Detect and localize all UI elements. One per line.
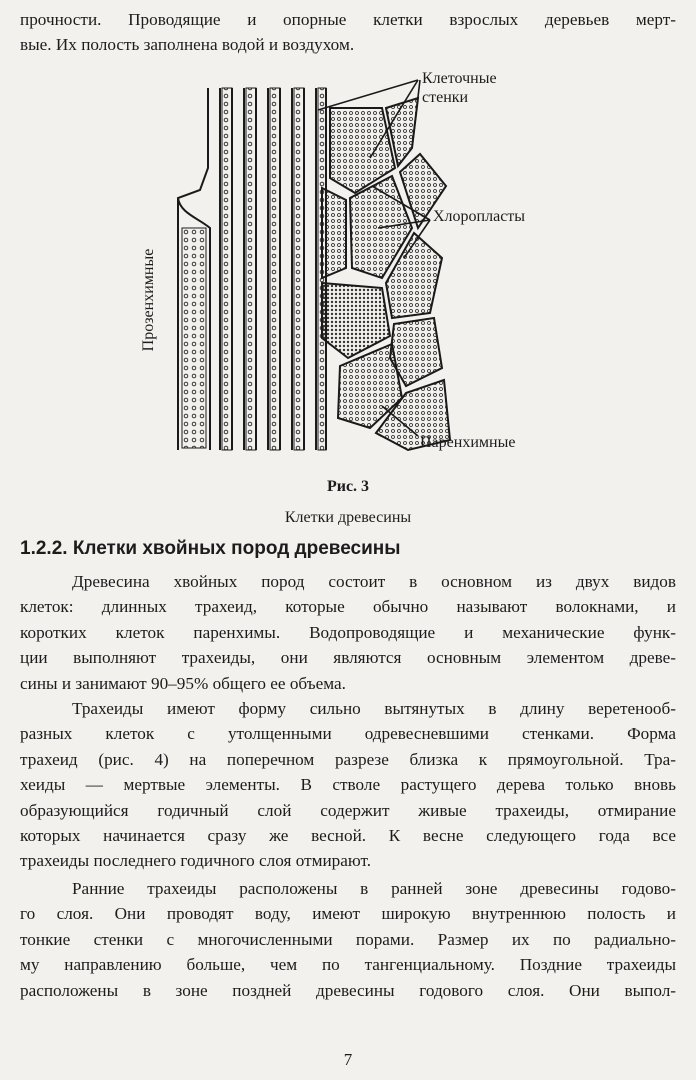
text-line: Древесина хвойных пород состоит в основном из двух видов	[72, 572, 676, 591]
text-line: Ранние трахеиды расположены в ранней зоне древесины годово-	[72, 879, 676, 898]
prosenchyma-cells	[178, 88, 326, 450]
text-line: тонкие стенки с многочисленными порами. Размер их по радиально-	[20, 929, 676, 949]
wood-cells-illustration	[150, 68, 570, 468]
parenchyma-cells	[322, 98, 450, 450]
label-prosenchyma: Прозенхимные	[140, 248, 157, 352]
text-line: сины и занимают 90–95% общего ее объема.	[20, 673, 346, 693]
text-line: трахеид (рис. 4) на поперечном разрезе близка к прямоугольной. Тра-	[20, 749, 676, 769]
section-heading: 1.2.2. Клетки хвойных пород древесины	[20, 538, 401, 559]
text-line: трахеиды последнего годичного слоя отмирают.	[20, 851, 372, 871]
text-line: образующийся годичный слой содержит живые трахеиды, отмирание	[20, 800, 676, 820]
text-line: вые. Их полость заполнена водой и воздухом.	[20, 35, 355, 55]
text-line: клеток: длинных трахеид, которые обычно называют волокнами, и	[20, 597, 676, 617]
text-line: коротких клеток паренхимы. Водопроводящие и механические функ-	[20, 622, 676, 642]
intro-paragraph	[20, 7, 676, 58]
label-cell-walls-line2: стенки	[422, 89, 469, 106]
text-line: разных клеток с утолщенными одревесневшими стенками. Форма	[20, 724, 676, 744]
text-line: которых начинается сразу же весной. К весне следующего года все	[20, 826, 676, 846]
page-number: 7	[343, 1050, 353, 1069]
label-cell-walls: Клеточные	[422, 70, 497, 87]
text-line: расположены в зоне поздней древесины годового слоя. Они выпол-	[20, 980, 676, 1000]
text-line: хеиды — мертвые элементы. В стволе растущего дерева только вновь	[20, 775, 676, 795]
text-line: го слоя. Они проводят воду, имеют широкую внутреннюю полость и	[20, 904, 676, 924]
figure-caption: Клетки древесины	[284, 509, 412, 526]
text-line: ции выполняют трахеиды, они являются основным элементом древе-	[20, 648, 676, 668]
figure-number: Рис. 3	[326, 478, 370, 495]
text-line: Трахеиды имеют форму сильно вытянутых в длину веретенооб-	[72, 699, 676, 718]
paragraph-conifer-cells	[20, 569, 676, 696]
paragraph-early-tracheids	[20, 876, 676, 1003]
label-chloroplasts: Хлоропласты	[433, 208, 526, 225]
text-line: му направлению больше, чем по тангенциальному. Поздние трахеиды	[20, 955, 676, 975]
paragraph-tracheids	[20, 696, 676, 874]
text-line: прочности. Проводящие и опорные клетки взрослых деревьев мерт-	[20, 10, 676, 29]
label-parenchyma: Паренхимные	[420, 434, 516, 451]
